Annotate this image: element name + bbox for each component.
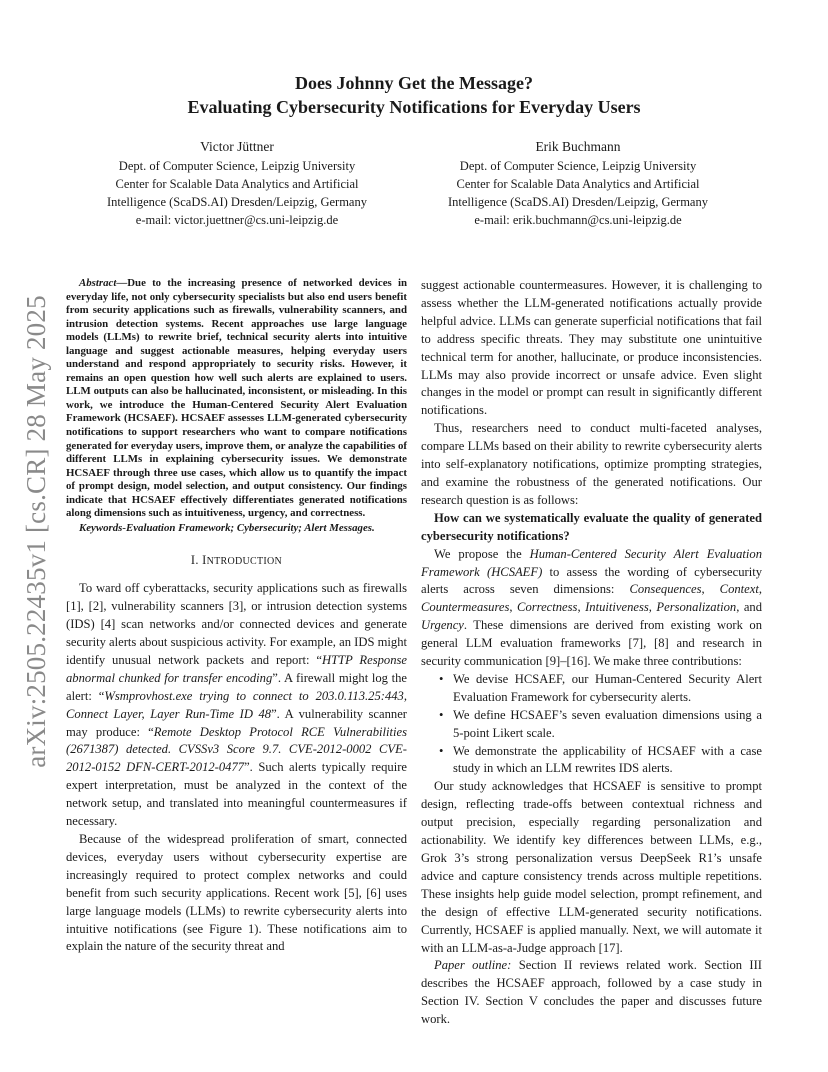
left-column bbox=[66, 277, 407, 956]
intro-paragraph-5: Our study acknowledges that HCSAEF is sensitive to prompt design, reflecting trade-offs between contextual richness and output precision, especially regarding personalization and actionability. We identify key differences between LLMs, e.g., Grok 3’s strong personalization versus DeepSeek R1’s unsafe advice and capture consistency trends across multiple repetitions. These insights help guide model selection, prompt refinement, and the design of effective LLM-generated security notifications. Currently, HCSAEF is applied manually. Next, we will automate it with an LLM-as-a-Judge approach [17]. bbox=[421, 779, 762, 955]
author-1-center-line2: Intelligence (ScaDS.AI) Dresden/Leipzig, Germany bbox=[107, 195, 367, 209]
dimension-intuitiveness: Intuitiveness bbox=[585, 600, 649, 615]
title-line-1: Does Johnny Get the Message? bbox=[295, 73, 533, 93]
author-2-dept: Dept. of Computer Science, Leipzig University bbox=[459, 159, 697, 173]
title-line-2: Evaluating Cybersecurity Notifications for Everyday Users bbox=[187, 97, 641, 117]
abstract-text: —Due to the increasing presence of networked devices in everyday life, not only cybersecurity specialists but also end users benefit from security applications such as firewalls, vulnerability scanners, and intrusion detection systems. Recent approaches use large language models (LLMs) to rewrite brief, technical security alerts into intuitive language and suggest actionable measures, helping everyday users understand and respond appropriately to security risks. However, it remains an open question how well such alerts are explained to users. LLM outputs can also be hallucinated, inconsistent, or misleading. In this work, we introduce the Human-Centered Security Alert Evaluation Framework (HCSAEF). HCSAEF assesses LLM-generated cybersecurity notifications to support researchers who want to compare notifications generated for everyday users, improve them, or analyze the capabilities of different LLMs in explaining cybersecurity issues. We demonstrate HCSAEF through three use cases, which allow us to quantify the impact of prompt design, model selection, and output consistency. Our findings indicate that HCSAEF effectively differentiates generated notifications along dimensions such as intuitiveness, urgency, and correctness. bbox=[66, 277, 407, 520]
author-2-center-line1: Center for Scalable Data Analytics and Artificial bbox=[456, 177, 700, 191]
author-1 bbox=[72, 138, 402, 229]
scanner-alert-example: Remote Desktop Protocol RCE Vulnerabilities (2671387) detected. CVSSv3 Score 9.7. CVE-2012-0002 CVE-2012-0152 DFN-CERT-2012-0477 bbox=[66, 724, 407, 775]
author-1-email: e-mail: victor.juettner@cs.uni-leipzig.de bbox=[135, 213, 339, 227]
intro-p1-text-c: ”. A vulnerability scanner may produce: “ bbox=[66, 706, 407, 739]
arxiv-identifier bbox=[0, 296, 72, 766]
contributions-list bbox=[421, 671, 762, 778]
paper-outline-label: Paper outline: bbox=[434, 958, 512, 973]
dimension-context: Context bbox=[719, 582, 759, 597]
research-question: How can we systematically evaluate the quality of generated cybersecurity notifications? bbox=[421, 510, 762, 543]
author-2-center-line2: Intelligence (ScaDS.AI) Dresden/Leipzig, Germany bbox=[448, 195, 708, 209]
author-2-email: e-mail: erik.buchmann@cs.uni-leipzig.de bbox=[474, 213, 682, 227]
intro-p4-text-a: We propose the bbox=[434, 546, 530, 561]
intro-p4-text-b: to assess the wording of cybersecurity alerts across seven dimensions: bbox=[421, 564, 762, 597]
dimension-correctness: Correctness bbox=[517, 600, 578, 615]
contribution-item: • We demonstrate the applicability of HCSAEF with a case study in which an LLM rewrites IDS alerts. bbox=[447, 743, 762, 779]
paper-title bbox=[0, 71, 828, 119]
contribution-item: • We devise HCSAEF, our Human-Centered Security Alert Evaluation Framework for cybersecurity alerts. bbox=[447, 671, 762, 707]
author-1-center-line1: Center for Scalable Data Analytics and Artificial bbox=[115, 177, 359, 191]
arxiv-identifier-text: arXiv:2505.22435v1 [cs.CR] 28 May 2025 bbox=[20, 294, 51, 768]
abstract-label: Abstract bbox=[79, 277, 117, 289]
paper-outline-text: Section II reviews related work. Section III describes the HCSAEF approach, followed by a case study in Section IV. Section V concludes the paper and discusses future work. bbox=[421, 958, 762, 1027]
right-column bbox=[421, 277, 762, 1029]
intro-paragraph-4: We propose the Human-Centered Security Alert Evaluation Framework (HCSAEF) to assess the wording of cybersecurity alerts across seven dimensions: Consequences, Context, Countermeasures, Correctness, Intuitiveness, Personalization, and Urgency. These dimensions are derived from existing work on general LLM evaluation frameworks [7], [8] and research in security communication [9]–[16]. We make three contributions: bbox=[421, 546, 763, 669]
keywords: Keywords-Evaluation Framework; Cybersecurity; Alert Messages. bbox=[79, 521, 375, 534]
paper-outline bbox=[421, 957, 762, 1029]
intro-paragraph-2-continued: suggest actionable countermeasures. However, it is challenging to assess whether the LLM-generated notifications actually provide helpful advice. LLMs can generate superficial notifications that fail to address specific threats. They may substitute one unintuitive technical term for another, hallucinate, or produce inconsistencies. LLMs may also provide incorrect or unsafe advice. Even slight changes in the model or prompt can result in significantly different notifications. bbox=[421, 278, 762, 418]
firewall-alert-example: Wsmprovhost.exe trying to connect to 203.0.113.25:443, Connect Layer, Layer Run-Time ID 48 bbox=[66, 688, 407, 721]
section-title-initial: I bbox=[202, 553, 207, 568]
intro-p1-text-d: ”. Such alerts typically require expert interpretation, must be analyzed in the context of the network setup, and translated into meaningful countermeasures if necessary. bbox=[66, 760, 407, 829]
author-2 bbox=[413, 138, 743, 229]
intro-p1-text-a: To ward off cyberattacks, security applications such as firewalls [1], [2], vulnerability scanners [3], or intrusion detection systems (IDS) [4] scan networks and/or connected devices and generate security alerts about suspicious activity. For example, an IDS might identify unusual network packets and report: “ bbox=[66, 581, 407, 667]
dimension-urgency: Urgency bbox=[421, 618, 464, 633]
intro-paragraph-3: Thus, researchers need to conduct multi-faceted analyses, compare LLMs based on their ability to rewrite cybersecurity alerts into self-explanatory notifications, optimize prompting strategies, and examine the robustness of the generated notifications. Our research question is as follows: bbox=[421, 421, 762, 507]
intro-paragraph-2: Because of the widespread proliferation of smart, connected devices, everyday users without cybersecurity expertise are increasingly required to protect complex networks and could benefit from such security applications. Recent work [5], [6] uses large language models (LLMs) to rewrite cybersecurity alerts into intuitive notifications (see Figure 1). These notifications aim to explain the nature of the security threat and bbox=[66, 831, 407, 954]
intro-paragraph-1 bbox=[66, 580, 407, 831]
author-1-name: Victor Jüttner bbox=[200, 139, 274, 154]
abstract bbox=[66, 277, 407, 521]
ids-alert-example: HTTP Response abnormal chunked for transfer encoding bbox=[66, 652, 407, 685]
contribution-item: • We define HCSAEF’s seven evaluation dimensions using a 5-point Likert scale. bbox=[447, 707, 762, 743]
intro-p1-text-b: ”. A firewall might log the alert: “ bbox=[66, 670, 407, 703]
section-number: I. bbox=[190, 553, 199, 568]
section-heading-introduction bbox=[66, 552, 407, 571]
intro-p4-text-c: . These dimensions are derived from existing work on general LLM evaluation frameworks [7], [8] and research in security communication [9]–[16]. We make three contributions: bbox=[421, 618, 762, 669]
section-title-rest: NTRODUCTION bbox=[206, 556, 283, 568]
dimension-personalization: Personalization bbox=[656, 600, 737, 615]
dimension-countermeasures: Countermeasures bbox=[421, 600, 510, 615]
author-1-dept: Dept. of Computer Science, Leipzig University bbox=[118, 159, 356, 173]
author-2-name: Erik Buchmann bbox=[535, 139, 621, 154]
framework-name: Human-Centered Security Alert Evaluation Framework (HCSAEF) bbox=[421, 546, 762, 579]
dimension-consequences: Consequences bbox=[629, 582, 702, 597]
